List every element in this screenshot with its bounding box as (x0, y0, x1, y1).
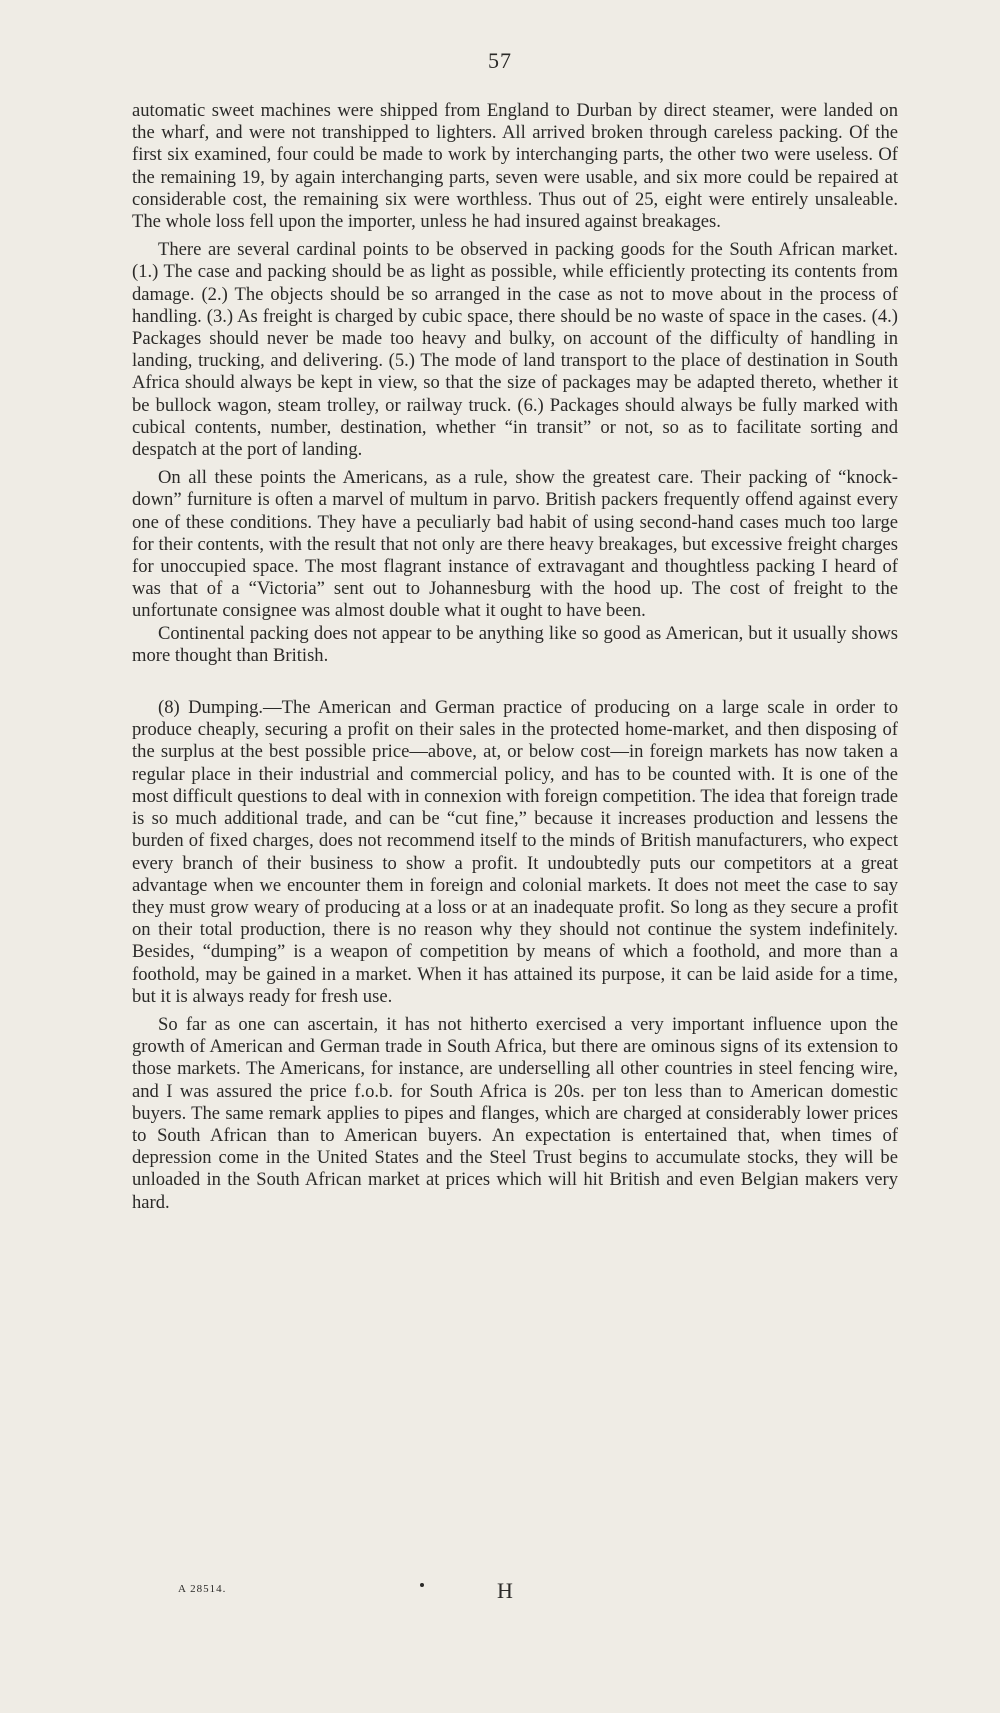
paragraph-packing-example: automatic sweet machines were shipped from England to Durban by direct steamer, were landed on the wharf, and were not transhipped to lighters. All arrived broken through careless packing. Of the first six examined, four could be made to work by interchanging parts, the other two were useless. Of the remaining 19, by again interchanging parts, seven were usable, and six more could be repaired at considerable cost, the remaining six were worthless. Thus out of 25, eight were entirely unsaleable. The whole loss fell upon the importer, unless he had insured against breakages. (132, 100, 898, 233)
paragraph-american-packing: On all these points the Americans, as a rule, show the greatest care. Their packing of “knock-down” furniture is often a marvel of multum in parvo. British packers frequently offend against every one of these conditions. They have a peculiarly bad habit of using second-hand cases much too large for their contents, with the result that not only are there heavy breakages, but excessive freight charges for unoccupied space. The most flagrant instance of extravagant and thoughtless packing I heard of was that of a “Victoria” sent out to Johannesburg with the hood up. The cost of freight to the unfortunate consignee was almost double what it ought to have been. (132, 467, 898, 622)
paragraph-continental-packing: Continental packing does not appear to be anything like so good as American, but it usually shows more thought than British. (132, 622, 898, 666)
body-text (132, 100, 898, 1214)
paragraph-south-africa-influence: So far as one can ascertain, it has not hitherto exercised a very important influence upon the growth of American and German trade in South Africa, but there are ominous signs of its extension to those markets. The Americans, for instance, are underselling all other countries in steel fencing wire, and I was assured the price f.o.b. for South Africa is 20s. per ton less than to American domestic buyers. The same remark applies to pipes and flanges, which are charged at considerably lower prices to South African than to American buyers. An expectation is entertained that, when times of depression come in the United States and the Steel Trust begins to accumulate stocks, they will be unloaded in the South African market at prices which will hit British and even Belgian makers very hard. (132, 1013, 898, 1213)
printer-signature: A 28514. (178, 1583, 227, 1595)
decorative-dot (420, 1583, 424, 1587)
sheet-letter: H (497, 1578, 513, 1603)
paragraph-dumping: (8) Dumping.—The American and German practice of producing on a large scale in order to produce cheaply, securing a profit on their sales in the protected home-market, and then disposing of the surplus at the best possible price—above, at, or below cost—in foreign markets has now taken a regular place in their industrial and commercial policy, and has to be counted with. It is one of the most difficult questions to deal with in connexion with foreign competition. The idea that foreign trade is so much additional trade, and can be “cut fine,” because it increases production and lessens the burden of fixed charges, does not recommend itself to the minds of British manufacturers, who expect every branch of their business to show a profit. It undoubtedly puts our competitors at a great advantage when we encounter them in foreign and colonial markets. It does not meet the case to say they must grow weary of producing at a loss or at an inadequate profit. So long as they secure a profit on their total production, there is no reason why they should not continue the system indefinitely. Besides, “dumping” is a weapon of competition by means of which a foothold, and more than a foothold, may be gained in a market. When it has attained its purpose, it can be laid aside for a time, but it is always ready for fresh use. (132, 697, 898, 1007)
paragraph-cardinal-points: There are several cardinal points to be observed in packing goods for the South African market. (1.) The case and packing should be as light as possible, while efficiently protecting its contents from damage. (2.) The objects should be so arranged in the case as not to move about in the process of handling. (3.) As freight is charged by cubic space, there should be no waste of space in the cases. (4.) Packages should never be made too heavy and bulky, on account of the difficulty of handling in landing, trucking, and delivering. (5.) The mode of land transport to the place of destination in South Africa should always be kept in view, so that the size of packages may be adapted thereto, whether it be bullock wagon, steam trolley, or railway truck. (6.) Packages should always be fully marked with cubical contents, number, destination, whether “in transit” or not, so as to facilitate sorting and despatch at the port of landing. (132, 239, 898, 461)
page-number: 57 (488, 48, 512, 73)
